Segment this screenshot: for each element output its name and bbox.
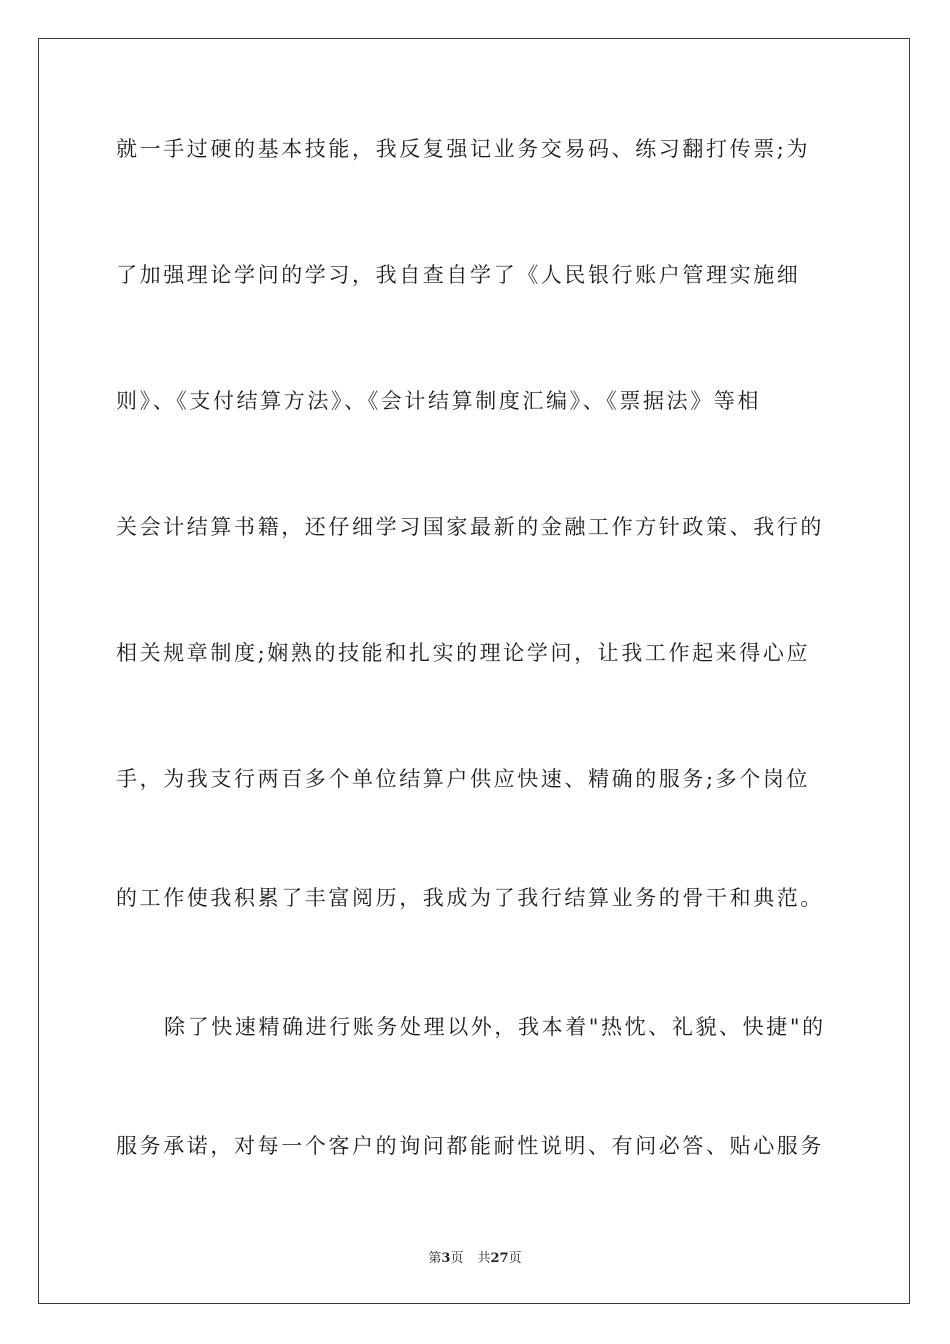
body-text-line-3: 则》、《支付结算方法》、《会计结算制度汇编》、《票据法》等相	[116, 389, 761, 413]
page-prefix: 第	[428, 1251, 442, 1266]
page-border	[38, 38, 910, 1304]
body-text-line-1: 就一手过硬的基本技能，我反复强记业务交易码、练习翻打传票;为	[116, 137, 811, 161]
body-text-line-4: 关会计结算书籍，还仔细学习国家最新的金融工作方针政策、我行的	[116, 515, 824, 539]
page-suffix: 页	[450, 1251, 464, 1266]
total-pages: 27	[490, 1251, 509, 1266]
total-prefix: 共	[477, 1251, 491, 1266]
page-number: 3	[441, 1251, 451, 1266]
body-text-line-9: 服务承诺，对每一个客户的询问都能耐性说明、有问必答、贴心服务	[116, 1134, 824, 1158]
body-text-line-7: 的工作使我积累了丰富阅历，我成为了我行结算业务的骨干和典范。	[116, 886, 824, 910]
body-text-line-8: 除了快速精确进行账务处理以外，我本着"热忱、礼貌、快捷"的	[164, 1015, 826, 1039]
page-footer	[0, 1247, 950, 1266]
body-text-line-6: 手，为我支行两百多个单位结算户供应快速、精确的服务;多个岗位	[116, 767, 811, 791]
total-suffix: 页	[508, 1251, 522, 1266]
body-text-line-2: 了加强理论学问的学习，我自查自学了《人民银行账户管理实施细	[116, 263, 801, 287]
body-text-line-5: 相关规章制度;娴熟的技能和扎实的理论学问，让我工作起来得心应	[116, 641, 811, 665]
